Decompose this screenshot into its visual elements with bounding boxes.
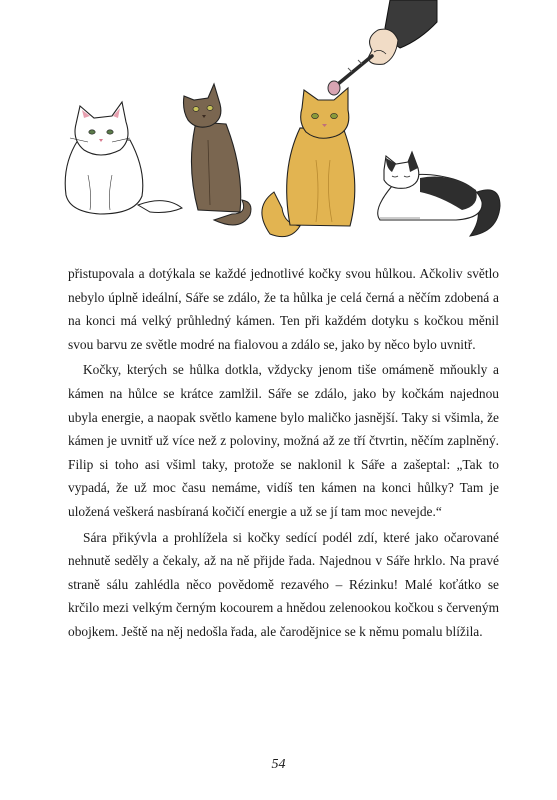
witch-hand-with-wand bbox=[328, 0, 437, 95]
paragraph-3: Sára přikývla a prohlížela si kočky sedící podél zdí, které jako očarované nehnutě seděly a čekaly, až na ně přijde řada. Najednou v Sáře hrklo. Na pravé straně sálu zahlédla něco povědomě rezavého – Rézinku! Malé koťátko se krčilo mezi velkým černým kocourem a hnědou zelenookou kočkou s červeným obojkem. Ještě na něj nedošla řada, ale čarodějnice se k němu pomalu blížila. bbox=[68, 529, 499, 639]
page-number: 54 bbox=[271, 757, 286, 772]
body-text bbox=[68, 262, 499, 644]
paragraph-1: přistupovala a dotýkala se každé jednotlivé kočky svou hůlkou. Ačkoliv světlo nebylo úplně ideální, Sáře se zdálo, že ta hůlka je celá černá a něčím zdobená a na konci má velký průhledný kámen. Ten při každém dotyku s kočkou měnil svou barvu ze světle modré na fialovou a zdálo se, jako by něco bylo uvnitř. bbox=[68, 266, 499, 352]
brown-cat bbox=[184, 84, 252, 225]
black-white-cat bbox=[378, 152, 500, 236]
paragraph-2: Kočky, kterých se hůlka dotkla, vždycky jenom tiše omámeně mňoukly a kámen na hůlce se krátce zamlžil. Sáře se zdálo, jako by kočkám najednou ubyla energie, a naopak světlo kamene bylo maličko jasnější. Taky si všimla, že kámen je uvnitř už více než z poloviny, možná až ze tří čtvrtin, něčím zaplněný. Filip si toho asi všiml taky, protože se naklonil k Sáře a zašeptal: „Tak to vypadá, že už moc času nemáme, vidíš ten kámen na konci hůlky? Tam je uložená veškerá nasbíraná kočičí energie a už se jí tam moc nevejde.“ bbox=[68, 362, 499, 519]
white-cat bbox=[65, 102, 182, 214]
illustration bbox=[0, 0, 557, 260]
ginger-cat bbox=[262, 88, 355, 237]
